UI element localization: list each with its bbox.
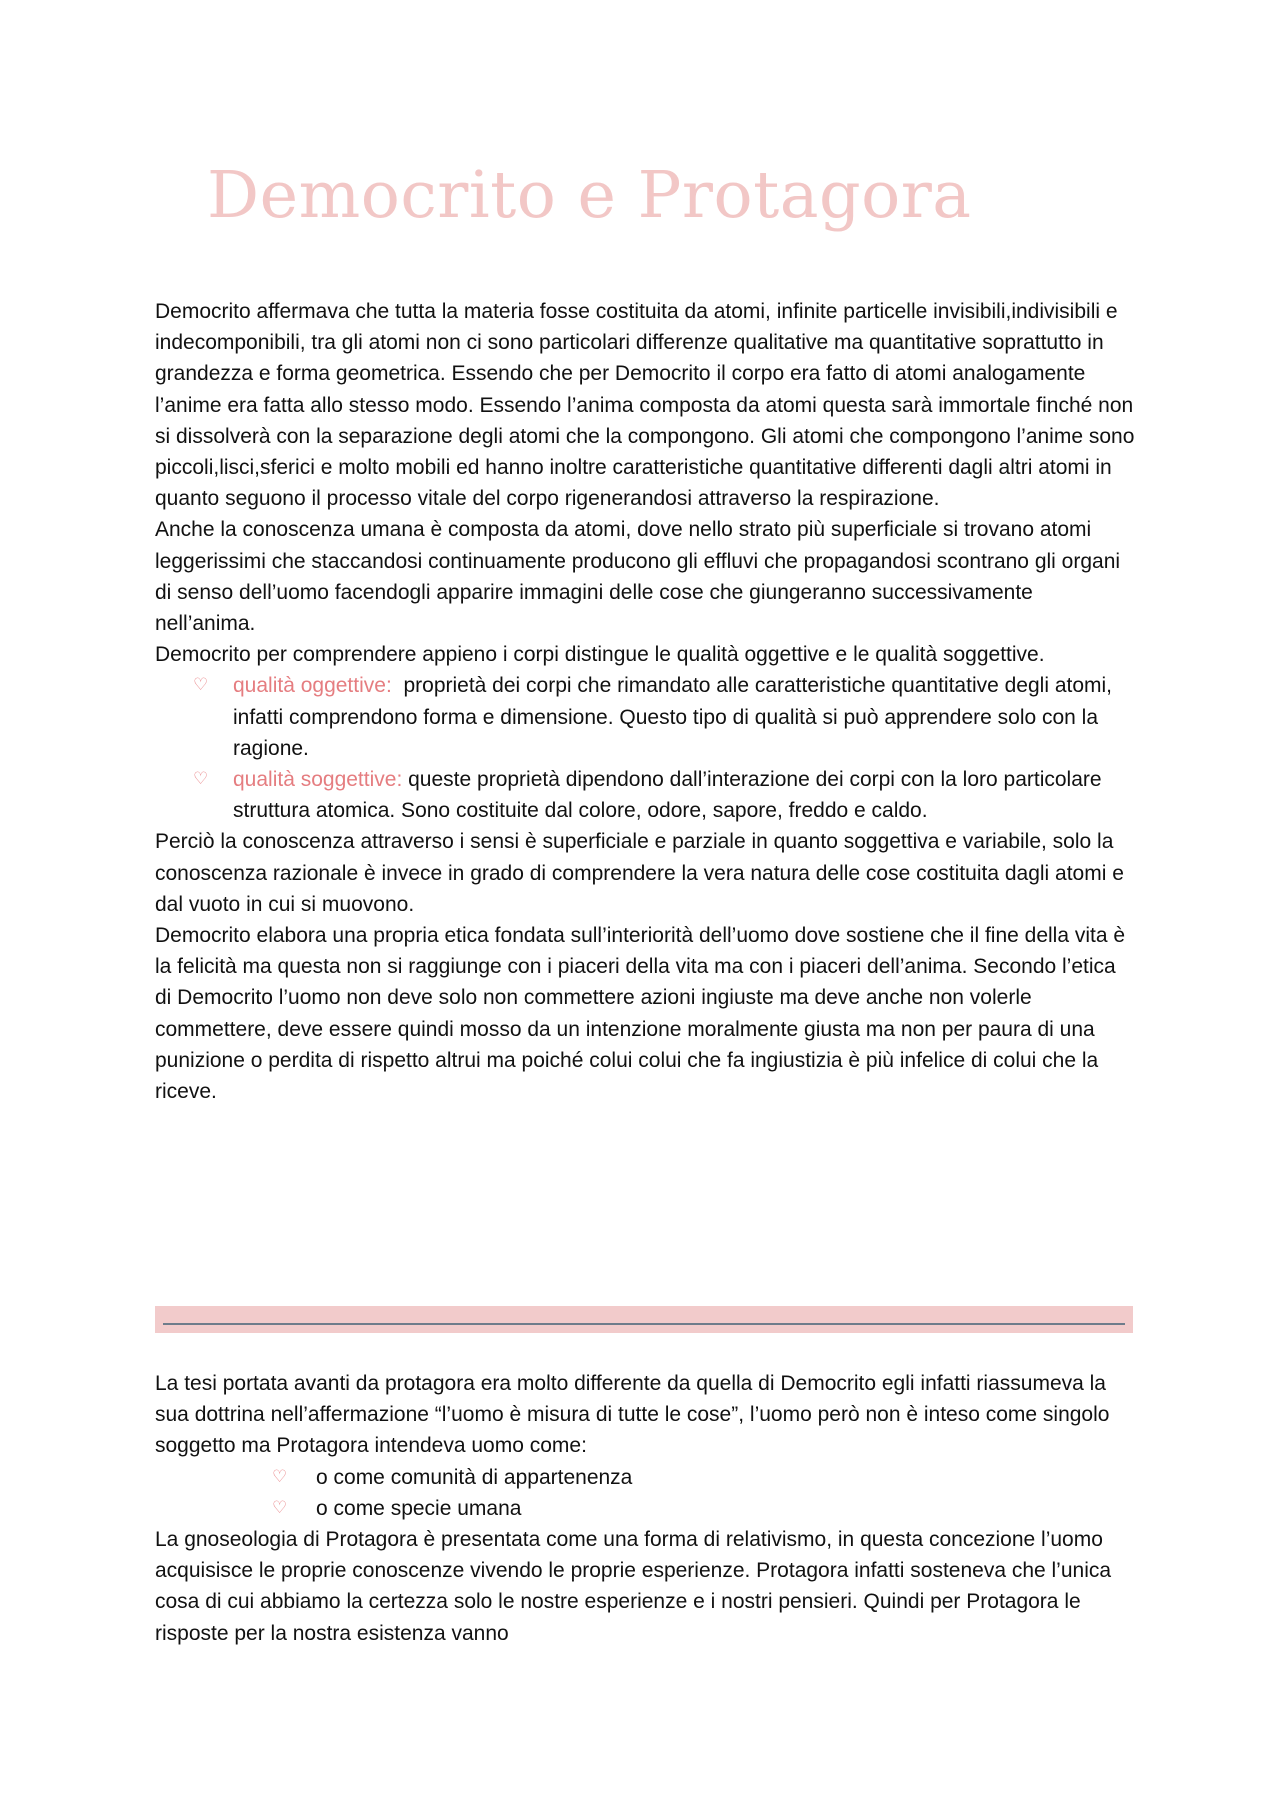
list-item <box>155 764 1135 826</box>
qualities-list <box>155 670 1135 826</box>
list-item <box>155 1462 1135 1493</box>
heart-bullet-icon: ♡ <box>272 1466 288 1487</box>
section-divider <box>155 1306 1133 1333</box>
list-item <box>155 670 1135 764</box>
paragraph-atoms: Democrito affermava che tutta la materia fosse costituita da atomi, infinite particelle invisibili,indivisibili e indecomponibili, tra gli atomi non ci sono particolari differenze qualitative ma quantitative soprattutto in grandezza e forma geometrica. Essendo che per Democrito il corpo era fatto di atomi analogamente l’anime era fatta allo stesso modo. Essendo l’anima composta da atomi questa sarà immortale finché non si dissolverà con la separazione degli atomi che la compongono. Gli atomi che compongono l’anime sono piccoli,lisci,sferici e molto mobili ed hanno inoltre caratteristiche quantitative differenti dagli altri atomi in quanto seguono il processo vitale del corpo rigenerandosi attraverso la respirazione. <box>155 300 1135 511</box>
list-item <box>155 1493 1135 1524</box>
page-title: Democrito e Protagora <box>207 158 972 233</box>
heart-bullet-icon: ♡ <box>193 675 209 696</box>
heart-bullet-icon: ♡ <box>193 769 209 790</box>
man-meaning-list <box>155 1462 1135 1524</box>
heart-bullet-icon: ♡ <box>272 1497 288 1518</box>
paragraph-qualities-intro: Democrito per comprendere appieno i corpi distingue le qualità oggettive e le qualità soggettive. <box>155 643 1045 667</box>
paragraph-gnoseology: La gnoseologia di Protagora è presentata come una forma di relativismo, in questa concezione l’uomo acquisisce le proprie conoscenze vivendo le proprie esperienze. Protagora infatti sosteneva che l’unica cosa di cui abbiamo la certezza solo le nostre esperienze e i nostri pensieri. Quindi per Protagora le risposte per la nostra esistenza vanno <box>155 1528 1112 1645</box>
paragraph-knowledge: Anche la conoscenza umana è composta da atomi, dove nello strato più superficiale si trovano atomi leggerissimi che staccandosi continuamente producono gli effluvi che propagandosi scontrano gli organi di senso dell’uomo facendogli apparire immagini delle cose che giungeranno successivamente nell’anima. <box>155 518 1121 636</box>
list-item-text: o come specie umana <box>316 1496 522 1520</box>
list-item-text: o come comunità di appartenenza <box>316 1465 633 1489</box>
term-qualita-soggettive: qualità soggettive: <box>233 768 403 792</box>
section-protagora <box>155 1368 1135 1649</box>
paragraph-senses: Perciò la conoscenza attraverso i sensi è superficiale e parziale in quanto soggettiva e variabile, solo la conoscenza razionale è invece in grado di comprendere la vera natura delle cose costituita dagli atomi e dal vuoto in cui si muovono. <box>155 830 1124 916</box>
definition-text: queste proprietà dipendono dall’interazione dei corpi con la loro particolare struttura atomica. Sono costituite dal colore, odore, sapore, freddo e caldo. <box>233 768 1108 823</box>
section-democrito <box>155 296 1135 1107</box>
paragraph-protagora-thesis: La tesi portata avanti da protagora era molto differente da quella di Democrito egli infatti riassumeva la sua dottrina nell’affermazione “l’uomo è misura di tutte le cose”, l’uomo però non è inteso come singolo soggetto ma Protagora intendeva uomo come: <box>155 1372 1110 1458</box>
definition-text: proprietà dei corpi che rimandato alle caratteristiche quantitative degli atomi, infatti comprendono forma e dimensione. Questo tipo di qualità si può apprendere solo con la ragione. <box>233 674 1118 760</box>
divider-line <box>163 1323 1125 1325</box>
paragraph-ethics: Democrito elabora una propria etica fondata sull’interiorità dell’uomo dove sostiene che il fine della vita è la felicità ma questa non si raggiunge con i piaceri della vita ma con i piaceri dell’anima. Secondo l’etica di Democrito l’uomo non deve solo non commettere azioni ingiuste ma deve anche non volerle commettere, deve essere quindi mosso da un intenzione moralmente giusta ma non per paura di una punizione o perdita di rispetto altrui ma poiché colui colui che fa ingiustizia è più infelice di colui che la riceve. <box>155 924 1126 1104</box>
term-qualita-oggettive: qualità oggettive: <box>233 674 392 698</box>
